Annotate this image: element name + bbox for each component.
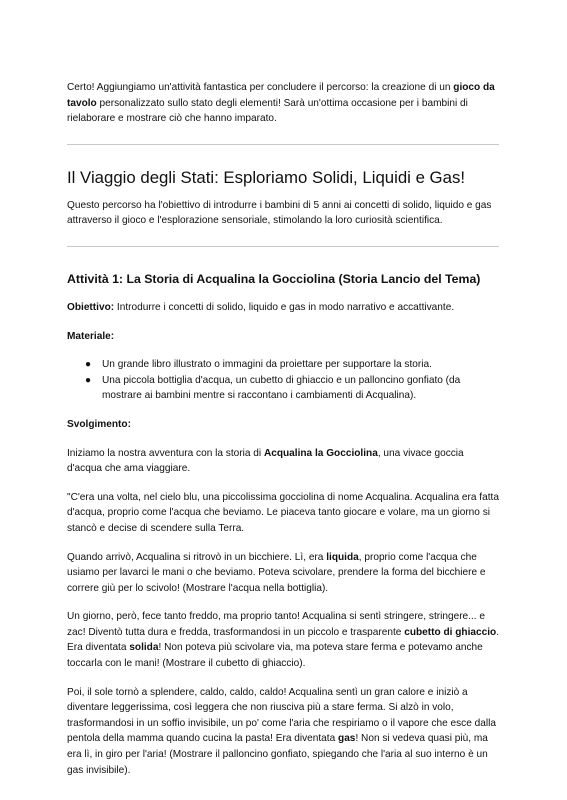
text-run: Iniziamo la nostra avventura con la storia di [67,447,264,459]
story-paragraph [67,609,499,671]
text-run: , una vivace goccia d'acqua che ama viaggiare. [67,447,464,475]
bullet-icon: ● [85,374,92,386]
text-run: , proprio come l'acqua che usiamo per lavarci le mani o che beviamo. Poteva scivolare, prendere la forma del bicchiere e correre giù per lo scivolo! (Mostrare l'acqua nella bottiglia). [67,551,486,594]
bold-run: gas [338,733,356,745]
text-run: ! Non poteva più scivolare via, ma poteva stare ferma e potevamo anche toccarla con le mani! (Mostrare il cubetto di ghiaccio). [67,642,483,670]
list-item-text: Un grande libro illustrato o immagini da proiettare per supportare la storia. [102,359,432,371]
story-paragraph: "C'era una volta, nel cielo blu, una piccolissima gocciolina di nome Acqualina. Acqualina era fatta d'acqua, proprio come l'acqua che beviamo. Le piaceva tanto giocare e volare, ma un giorno si stancò e decise di scendere sulla Terra. [67,491,499,534]
objective-text: Introdurre i concetti di solido, liquido e gas in modo narrativo e accattivante. [114,301,455,313]
intro-bold-text: gioco da tavolo [67,82,495,109]
text-run: Quando arrivò, Acqualina si ritrovò in un bicchiere. Lì, era [67,551,327,563]
story-paragraph [67,685,499,779]
procedure-label-text: Svolgimento: [67,418,131,430]
story-paragraph [67,446,499,477]
materials-list [67,357,499,404]
text-run: ! Non si vedeva quasi più, ma era lì, in giro per l'aria! (Mostrare il palloncino gonfiato, spiegando che l'aria al suo interno è un gas invisibile). [67,733,488,776]
intro-text-end: personalizzato sullo stato degli elementi! Sarà un'ottima occasione per i bambini di rielaborare e mostrare ciò che hanno imparato. [67,97,468,125]
list-item-text: Una piccola bottiglia d'acqua, un cubetto di ghiaccio e un palloncino gonfiato (da mostrare ai bambini mentre si raccontano i cambiamenti di Acqualina). [102,374,461,402]
bullet-icon: ● [85,359,92,371]
list-item [67,373,499,404]
text-run: Un giorno, però, fece tanto freddo, ma proprio tanto! Acqualina si sentì stringere, stringere... e zac! Diventò tutta dura e fredda, trasformandosi in un piccolo e trasparente [67,611,486,638]
text-run: Poi, il sole tornò a splendere, caldo, caldo, caldo! Acqualina sentì un gran calore e iniziò a diventare leggerissima, così leggera che non riusciva più a stare ferma. Si alzò in volo, trasformandosi in un soffio invisibile, un po' come l'aria che respiriamo o il vapore che esce dalla pentola della mamma quando cucina la pasta! Era diventata [67,686,496,745]
bold-run: Acqualina la Gocciolina [263,447,378,459]
materials-label [67,329,499,345]
document-title: Il Viaggio degli Stati: Esploriamo Solidi, Liquidi e Gas! [67,167,465,187]
activity-heading: Attività 1: La Storia di Acqualina la Gocciolina (Storia Lancio del Tema) [67,271,481,286]
bold-run: liquida [326,551,359,563]
document-page [67,80,499,791]
lead-paragraph: Questo percorso ha l'obiettivo di introdurre i bambini di 5 anni ai concetti di solido, liquido e gas attraverso il gioco e l'esplorazione sensoriale, stimolando la loro curiosità scientifica. [67,199,492,227]
list-item [67,357,499,373]
procedure-label [67,417,499,433]
divider [67,144,499,145]
intro-text: Certo! Aggiungiamo un'attività fantastica per concludere il percorso: la creazione di un [67,82,454,93]
objective-label: Obiettivo: [67,301,115,313]
story-paragraph [67,550,499,597]
intro-paragraph [67,80,499,127]
divider [67,246,499,247]
objective-paragraph [67,300,499,316]
text-run: . Era diventata [67,626,500,654]
bold-run: cubetto di ghiaccio [404,626,497,638]
materials-label-text: Materiale: [67,330,115,342]
bold-run: solida [129,642,159,654]
